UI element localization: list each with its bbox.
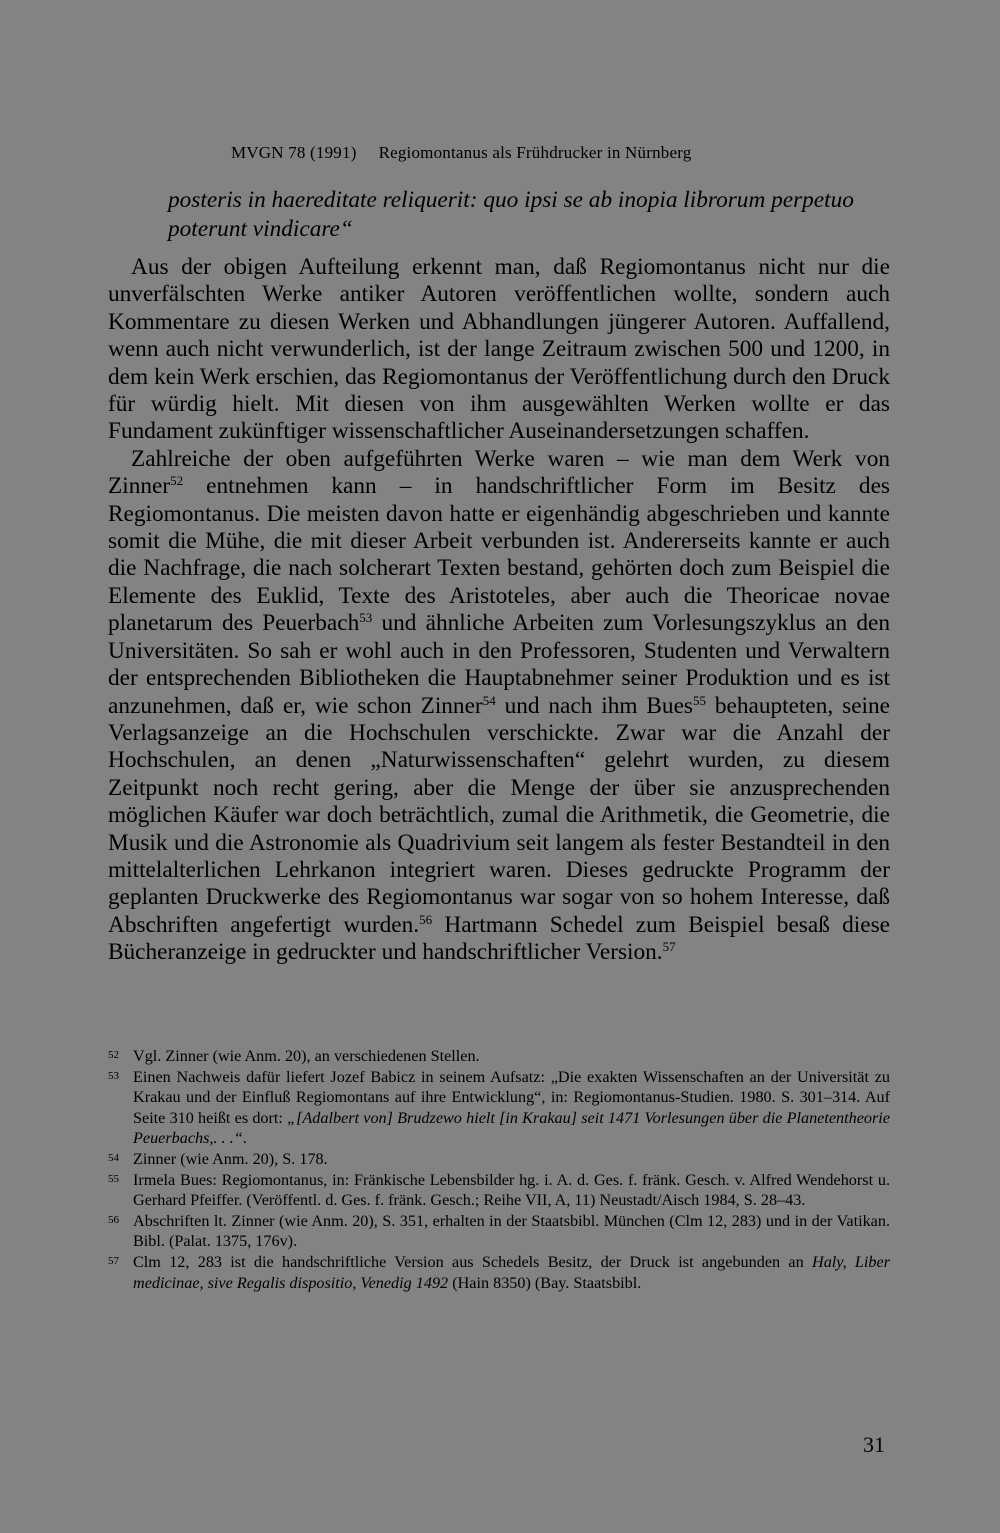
footnote-text: Vgl. Zinner (wie Anm. 20), an verschiedenen Stellen. [133,1047,480,1065]
footnote-text: Clm 12, 283 ist die handschriftliche Version aus Schedels Besitz, der Druck ist angebunden an [133,1252,812,1271]
footnote-52 [108,1046,890,1067]
footnote-text: Irmela Bues: Regiomontanus, in: Fränkische Lebensbilder hg. i. A. d. Ges. f. fränk. Gesch. v. Alfred Wendehorst u. Gerhard Pfeiffer. (Veröffentl. d. Ges. f. fränk. Gesch.; Reihe VII, A, 11) Neustadt/Aisch 1984, S. 28–43. [133,1170,890,1210]
paragraph-2-text: Zahlreiche der oben aufgeführten Werke waren – wie man dem Werk von Zinner [108,445,890,500]
footnote-ref-52[interactable]: 52 [170,473,184,489]
footnote-ref-56[interactable]: 56 [419,911,433,927]
footnote-number: 52 [108,1049,119,1061]
paragraph-2-text: behaupteten, seine Verlagsanzeige an die Hochschulen verschickte. Zwar war die Anzahl der Hochschulen, an denen „Naturwissenschaften“ gelehrt wurden, zu diesem Zeitpunkt noch recht gering, aber die Menge der über sie anzusprechenden möglichen Käufer war doch beträchtlich, zumal die Arithmetik, die Geometrie, die Musik und die Astronomie als Quadrivium seit langem als fester Bestandteil in den mittelalterlichen Lehrkanon integriert waren. Dieses gedruckte Programm der geplanten Druckwerke des Regiomontanus war sogar von so hohem Interesse, daß Abschriften angefertigt wurden. [108,692,890,938]
footnote-quote: „[Adalbert von] Brudzewo hielt [in Krakau] seit 1471 Vorlesungen über die Planetentheorie Peuerbachs,. . .“ [133,1108,890,1148]
footnote-text: Abschriften lt. Zinner (wie Anm. 20), S. 351, erhalten in der Staatsbibl. München (Clm 12, 283) und in der Vatikan. Bibl. (Palat. 1375, 176v). [133,1211,890,1251]
running-title: Regiomontanus als Frühdrucker in Nürnberg [378,143,692,162]
footnote-number: 57 [108,1254,119,1267]
footnote-ref-57[interactable]: 57 [662,939,676,955]
running-header [231,143,791,163]
footnotes [108,1046,890,1293]
footnote-54 [108,1149,890,1170]
footnote-text: Einen Nachweis dafür liefert Jozef Babicz in seinem Aufsatz: „Die exakten Wissenschaften an der Universität zu Krakau und der Einfluß Regiomontans auf ihre Entwicklung“, in: Regiomontanus-Studien. 1980. S. 301–314. Auf Seite 310 heißt es dort: [133,1067,890,1127]
paragraph-2-text: und nach ihm Bues [495,692,693,719]
footnote-text-end: . [242,1129,247,1148]
footnote-ref-54[interactable]: 54 [482,692,496,708]
paragraph-1: Aus der obigen Aufteilung erkennt man, daß Regiomontanus nicht nur die unverfälschten Werke antiker Autoren veröffentlichen wollte, sondern auch Kommentare zu diesen Werken und Abhandlungen jüngerer Autoren. Auffallend, wenn auch nicht verwunderlich, ist der lange Zeitraum zwischen 500 und 1200, in dem kein Werk erschien, das Regiomontanus der Veröffentlichung durch den Druck für würdig hielt. Mit diesen von ihm ausgewählten Werken wollte er das Fundament zukünftiger wissenschaftlicher Auseinandersetzungen schaffen. [108,254,890,445]
footnote-57 [108,1252,890,1293]
paragraph-2-text: Hartmann Schedel zum Beispiel besaß diese Bücheranzeige in gedruckter und handschriftlicher Version. [108,911,890,966]
journal-reference: MVGN 78 (1991) [231,143,357,162]
paragraph-2-text: und ähnliche Arbeiten zum Vorlesungszyklus an den Universitäten. So sah er wohl auch in den Professoren, Studenten und Verwaltern der entsprechenden Bibliotheken die Hauptabnehmer seiner Produktion und es ist anzunehmen, daß er, wie schon Zinner [108,610,890,719]
footnote-number: 53 [108,1069,119,1082]
footnote-italic-title: Haly, Liber medicinae, sive Regalis dispositio, Venedig 1492 [133,1252,890,1292]
footnote-number: 56 [108,1213,119,1226]
footnote-ref-53[interactable]: 53 [359,610,373,626]
quote-continuation: posteris in haereditate reliquerit: quo ipsi se ab inopia librorum perpetuo poterunt vindicare“ [168,187,854,242]
paragraph-2-text: entnehmen kann – in handschriftlicher Form im Besitz des Regiomontanus. Die meisten davon hatte er eigenhändig abgeschrieben und kannte somit die Mühe, die mit dieser Arbeit verbunden ist. Andererseits kannte er auch die Nachfrage, die nach solcherart Texten bestand, gehörten doch zum Beispiel die Elemente des Euklid, Texte des Aristoteles, aber auch die Theoricae novae planetarum des Peuerbach [108,473,890,637]
footnote-55 [108,1170,890,1211]
main-text [108,186,890,967]
footnote-number: 54 [108,1151,119,1164]
footnote-number: 55 [108,1172,119,1185]
page-number: 31 [863,1432,885,1457]
footnote-ref-55[interactable]: 55 [692,692,706,708]
footnote-56 [108,1211,890,1252]
paragraph-2 [108,446,890,967]
footnote-53 [108,1067,890,1149]
footnote-text: Zinner (wie Anm. 20), S. 178. [133,1149,328,1168]
footnote-text-end: (Hain 8350) (Bay. Staatsbibl. [448,1273,642,1292]
